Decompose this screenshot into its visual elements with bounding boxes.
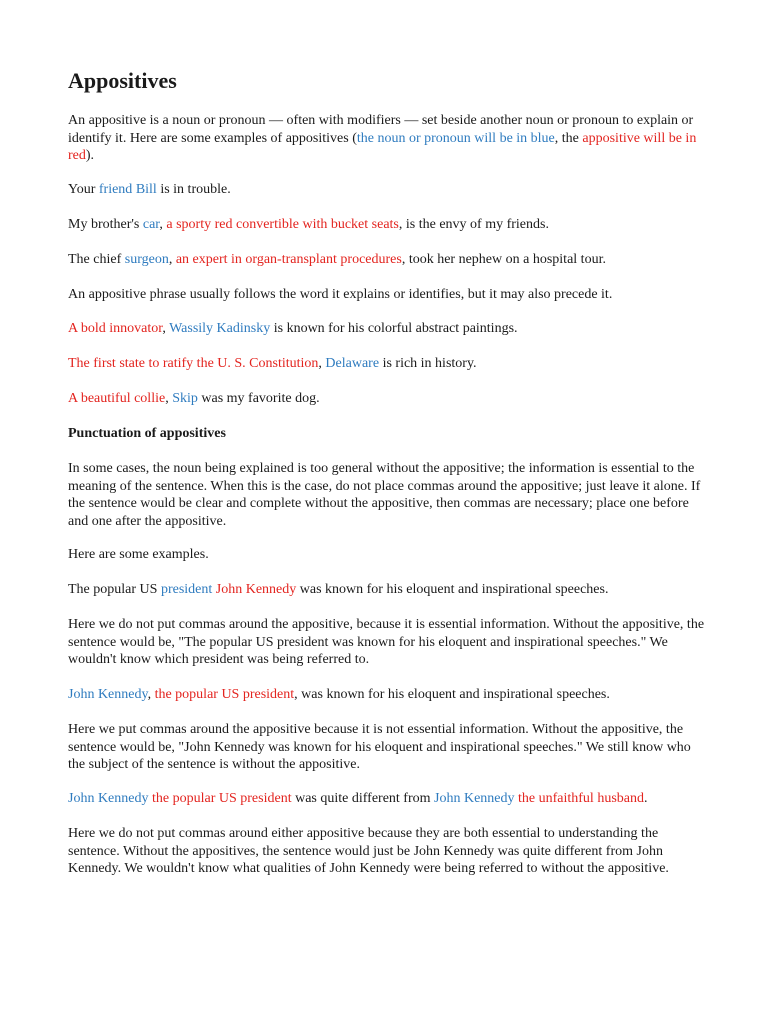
appositive-highlight: the popular US president	[154, 687, 295, 702]
text-run: is rich in history.	[379, 356, 477, 371]
text-run: An appositive phrase usually follows the word it explains or identifies, but it may also precede it.	[68, 287, 613, 302]
text-run: Your	[68, 182, 99, 197]
text-run: In some cases, the noun being explained is too general without the appositive; the information is essential to the meaning of the sentence. When this is the case, do not place commas around the appositive; just leave it alone. If the sentence would be clear and complete without the appositive, then commas are necessary; place one before and one after the appositive.	[68, 461, 701, 529]
text-run: ,	[165, 391, 173, 406]
noun-highlight: car	[142, 217, 160, 232]
paragraph	[68, 825, 708, 878]
text-run: , was known for his eloquent and inspirational speeches.	[294, 687, 610, 702]
paragraph	[68, 721, 708, 774]
text-run: Here are some examples.	[68, 547, 209, 562]
noun-highlight: John Kennedy	[68, 791, 149, 806]
page-title: Appositives	[68, 68, 177, 93]
appositive-highlight: a sporty red convertible with bucket seats	[166, 217, 399, 232]
text-run: ,	[147, 687, 155, 702]
appositive-highlight: The first state to ratify the U. S. Constitution	[68, 356, 319, 371]
noun-highlight: friend	[98, 182, 133, 197]
text-run: is known for his colorful abstract paintings.	[270, 321, 518, 336]
noun-highlight: Skip	[172, 391, 198, 406]
paragraph	[68, 286, 708, 304]
text-run: ,	[162, 321, 170, 336]
noun-highlight: Delaware	[325, 356, 380, 371]
paragraph	[68, 790, 708, 808]
text-run: was my favorite dog.	[197, 391, 320, 406]
paragraph	[68, 390, 708, 408]
noun-highlight: Wassily Kadinsky	[169, 321, 271, 336]
noun-highlight: president	[160, 582, 213, 597]
noun-highlight: John Kennedy	[68, 687, 148, 702]
appositive-highlight: the unfaithful husband	[518, 791, 644, 806]
paragraph	[68, 251, 708, 269]
text-run: ,	[159, 217, 167, 232]
appositive-highlight: an expert in organ-transplant procedures	[175, 252, 402, 267]
text-run: Here we do not put commas around the appositive, because it is essential information. Without the appositive, the sentence would be, "The popular US president was known for his eloquent and inspirational speeches." We wouldn't know which president was being referred to.	[68, 617, 705, 667]
appositive-highlight: John Kennedy	[215, 582, 297, 597]
text-run: was known for his eloquent and inspirational speeches.	[296, 582, 609, 597]
text-run: , is the envy of my friends.	[398, 217, 549, 232]
noun-highlight: surgeon	[124, 252, 169, 267]
text-run: The popular US	[68, 582, 161, 597]
paragraph	[68, 112, 708, 165]
text-run: Here we do not put commas around either appositive because they are both essential to understanding the sentence. Without the appositives, the sentence would just be John Kennedy was quite different from John Kennedy. We wouldn't know what qualities of John Kennedy were being referred to without the appositive.	[68, 826, 669, 876]
paragraph	[68, 581, 708, 599]
section-heading	[68, 425, 226, 443]
noun-highlight: the noun or pronoun will be in blue	[356, 130, 555, 146]
text-run: , the	[554, 130, 583, 146]
paragraph	[68, 181, 708, 199]
text-run: ,	[168, 252, 176, 267]
paragraph	[68, 616, 708, 669]
noun-highlight: John Kennedy	[434, 791, 515, 806]
paragraph	[68, 216, 708, 234]
appositive-highlight: A bold innovator	[68, 321, 163, 336]
text-run: My brother's	[68, 217, 143, 232]
appositive-highlight: A beautiful collie	[68, 391, 166, 406]
text-run: ,	[318, 356, 326, 371]
paragraph	[68, 460, 708, 530]
appositive-highlight: appositive will be in red	[68, 130, 697, 163]
text-run: , took her nephew on a hospital tour.	[401, 252, 606, 267]
text-run: was quite different from	[291, 791, 435, 806]
paragraph	[68, 546, 708, 564]
text-run: Here we put commas around the appositive because it is not essential information. Without the appositive, the sentence would be, "John Kennedy was known for his eloquent and inspirational speeches." We still know who the subject of the sentence is without the appositive.	[68, 722, 691, 772]
text-run: An appositive is a noun or pronoun — often with modifiers — set beside another noun or pronoun to explain or identify it. Here are some examples of appositives (	[68, 113, 694, 146]
paragraph	[68, 355, 708, 373]
text-run: The chief	[68, 252, 125, 267]
text-run: ).	[85, 148, 95, 163]
appositive-highlight: the popular US president	[152, 791, 292, 806]
noun-highlight: Bill	[135, 182, 157, 197]
text-run: Punctuation of appositives	[68, 426, 226, 441]
paragraph	[68, 320, 708, 338]
paragraph	[68, 686, 708, 704]
text-run: is in trouble.	[156, 182, 231, 197]
text-run: .	[644, 791, 648, 806]
